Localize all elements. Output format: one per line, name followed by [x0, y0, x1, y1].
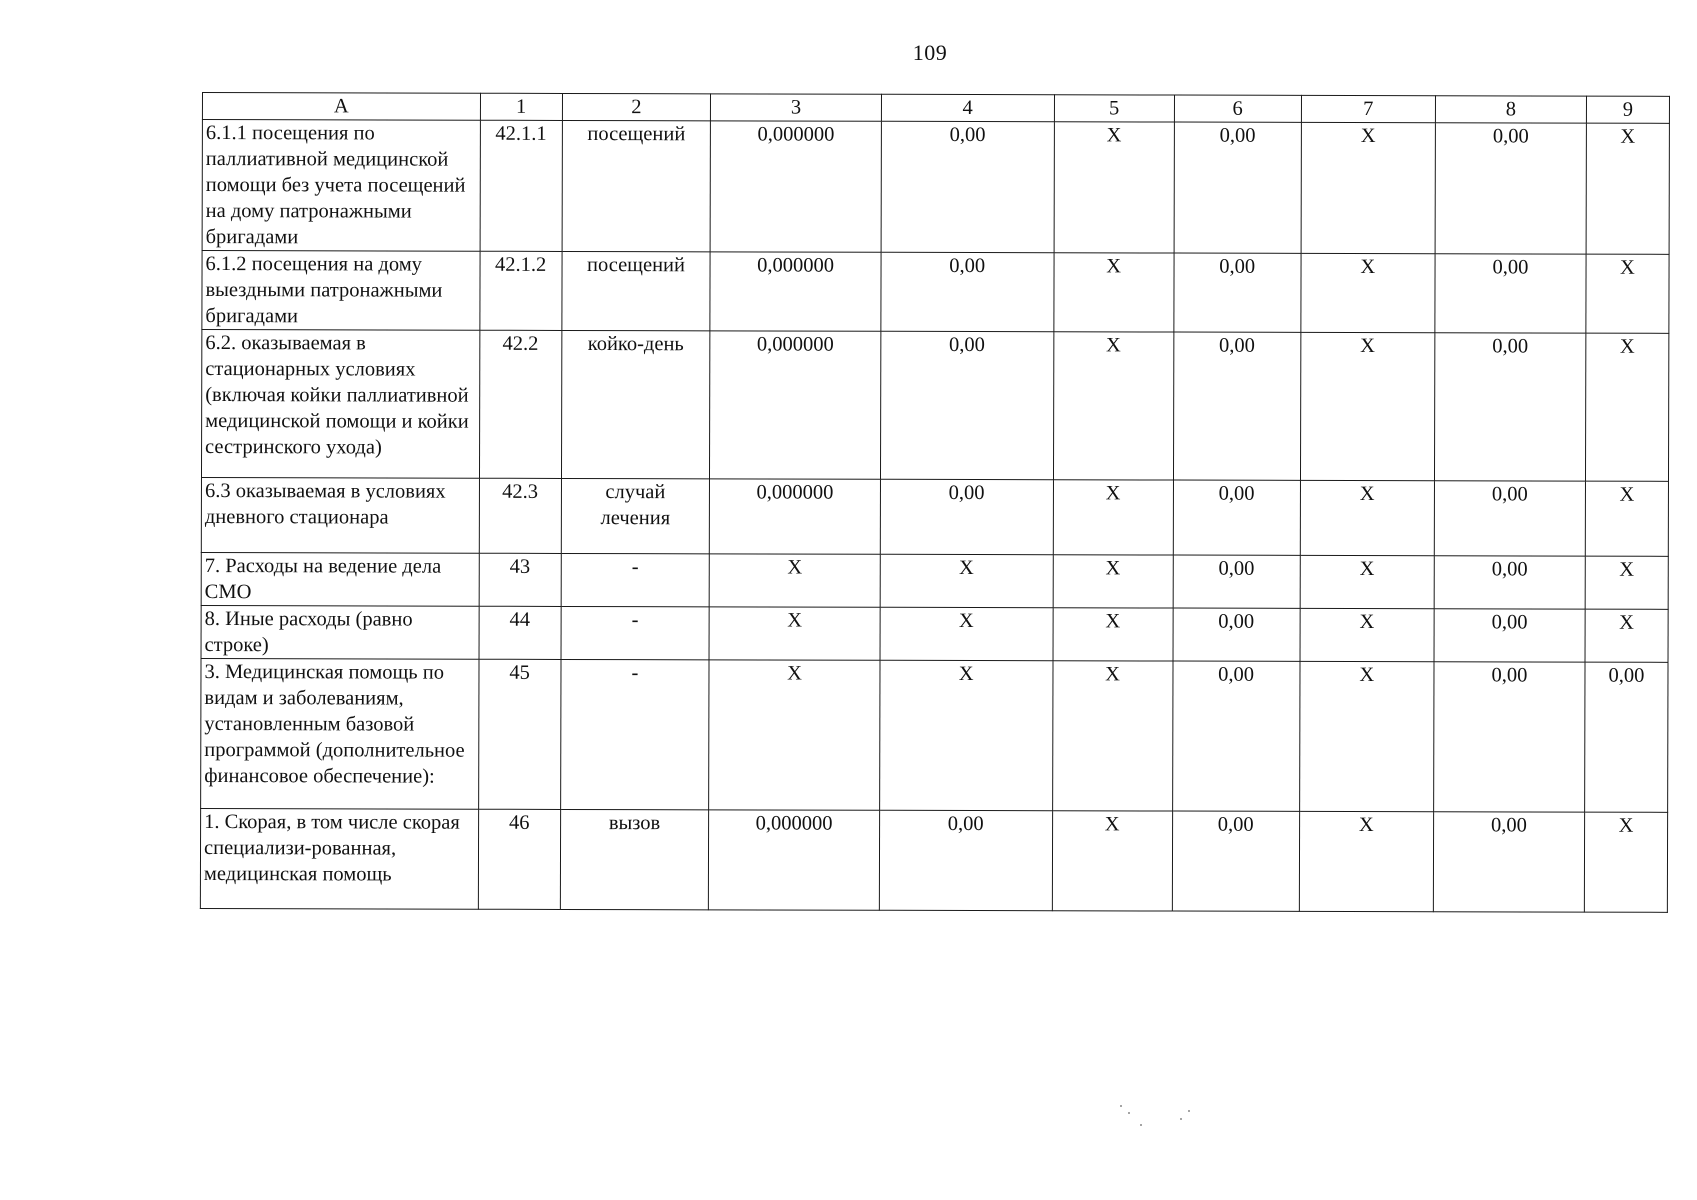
value-cell: 0,00 [1173, 332, 1300, 480]
value-cell: 0,00 [1434, 609, 1585, 662]
row-label: 1. Скорая, в том числе скорая специализи-рованная, медицинская помощь [200, 808, 478, 909]
row-code: 42.2 [479, 330, 561, 478]
unit-cell: - [560, 659, 709, 809]
value-cell: 0,00 [880, 479, 1053, 554]
unit-cell: вызов [560, 809, 709, 909]
value-cell: Х [880, 554, 1053, 607]
table-row [202, 251, 1669, 334]
row-code: 42.3 [479, 478, 561, 553]
value-cell: 0,00 [1435, 254, 1586, 333]
column-header: 8 [1435, 96, 1586, 123]
value-cell: 0,00 [1173, 555, 1300, 608]
column-header: A [202, 93, 480, 121]
table-row [200, 808, 1667, 912]
value-cell: Х [1300, 555, 1435, 608]
value-cell: Х [1053, 480, 1173, 555]
value-cell: Х [1053, 253, 1173, 332]
row-label: 6.1.1 посещения по паллиативной медицинской помощи без учета посещений на дому патронажными бригадами [202, 120, 480, 252]
row-label: 7. Расходы на ведение дела СМО [201, 552, 479, 606]
value-cell: 0,00 [1173, 480, 1300, 555]
table-row [201, 552, 1668, 609]
column-header: 4 [881, 94, 1054, 121]
value-cell: Х [879, 660, 1052, 810]
document-sheet [200, 92, 1670, 913]
value-cell: 0,00 [881, 252, 1054, 331]
value-cell: 0,00 [1435, 123, 1586, 254]
row-code: 44 [479, 606, 561, 659]
value-cell: Х [1053, 555, 1173, 608]
row-code: 42.1.2 [480, 251, 562, 330]
value-cell: Х [1300, 480, 1435, 555]
row-label: 6.3 оказываемая в условиях дневного стационара [201, 478, 479, 554]
column-header: 7 [1301, 95, 1436, 122]
value-cell: Х [709, 554, 880, 607]
row-code: 45 [478, 659, 560, 809]
row-label: 8. Иные расходы (равно строке) [201, 605, 479, 659]
value-cell: Х [1299, 811, 1434, 911]
table-row [201, 658, 1668, 812]
value-cell: Х [1585, 609, 1668, 662]
value-cell: Х [880, 607, 1053, 660]
value-cell: Х [1301, 122, 1436, 253]
scan-speck [1120, 1105, 1122, 1107]
table-row [201, 605, 1668, 662]
table-row [202, 120, 1669, 255]
value-cell: Х [1052, 661, 1173, 811]
row-label: 6.1.2 посещения на дому выездными патронажными бригадами [202, 251, 480, 331]
value-cell: 0,000000 [710, 479, 881, 554]
value-cell: Х [1300, 608, 1435, 661]
value-cell: 0,00 [1433, 812, 1584, 912]
value-cell: 0,00 [880, 331, 1053, 479]
row-code: 46 [478, 809, 560, 909]
unit-cell: койко-день [561, 330, 710, 478]
value-cell: 0,00 [1434, 333, 1585, 481]
scan-speck [1188, 1110, 1190, 1112]
value-cell: 0,00 [1584, 662, 1668, 812]
value-cell: Х [1300, 253, 1435, 332]
value-cell: 0,000000 [710, 331, 881, 479]
value-cell: 0,00 [1172, 811, 1299, 911]
unit-cell: - [561, 606, 710, 659]
unit-cell: случай лечения [561, 478, 710, 553]
value-cell: Х [709, 660, 880, 810]
value-cell: 0,00 [1173, 608, 1300, 661]
value-cell: 0,000000 [709, 810, 880, 910]
value-cell: Х [1053, 332, 1174, 480]
row-label: 6.2. оказываемая в стационарных условиях (включая койки паллиативной медицинской помощи и койки сестринского ухода) [201, 330, 479, 479]
column-header: 9 [1586, 96, 1669, 123]
row-code: 43 [479, 553, 561, 606]
value-cell: Х [1300, 332, 1435, 480]
column-header: 5 [1054, 95, 1174, 122]
value-cell: Х [709, 607, 880, 660]
value-cell: 0,00 [1174, 122, 1301, 253]
unit-cell: посещений [562, 251, 711, 330]
value-cell: 0,000000 [710, 121, 881, 252]
value-cell: Х [1584, 812, 1667, 912]
table-row [201, 330, 1668, 482]
column-header: 3 [711, 94, 882, 121]
value-cell: 0,00 [879, 810, 1052, 910]
value-cell: Х [1585, 556, 1668, 609]
scan-speck [1180, 1118, 1182, 1120]
value-cell: Х [1586, 254, 1669, 333]
row-code: 42.1.1 [480, 120, 562, 251]
value-cell: Х [1054, 122, 1175, 253]
value-cell: Х [1052, 811, 1172, 911]
table-row [201, 478, 1668, 557]
scan-speck [1128, 1112, 1130, 1114]
value-cell: 0,00 [1174, 253, 1301, 332]
value-cell: 0,00 [1434, 556, 1585, 609]
value-cell: Х [1299, 661, 1434, 811]
data-table [200, 92, 1670, 913]
value-cell: 0,00 [881, 121, 1054, 252]
column-header: 6 [1174, 95, 1301, 122]
column-header: 2 [562, 93, 711, 120]
value-cell: 0,00 [1434, 481, 1585, 556]
header-row [202, 93, 1669, 124]
value-cell: 0,000000 [710, 252, 881, 331]
value-cell: Х [1585, 333, 1669, 481]
unit-cell: - [561, 553, 710, 606]
page-number: 109 [912, 40, 948, 65]
value-cell: 0,00 [1434, 662, 1585, 812]
value-cell: Х [1586, 123, 1669, 254]
scan-speck [1140, 1124, 1142, 1126]
value-cell: Х [1053, 608, 1173, 661]
unit-cell: посещений [562, 120, 711, 251]
column-header: 1 [480, 93, 562, 120]
value-cell: Х [1585, 481, 1668, 556]
value-cell: 0,00 [1172, 661, 1299, 811]
row-label: 3. Медицинская помощь по видам и заболеваниям, установленным базовой программой (дополнительное финансовое обеспечение): [201, 658, 479, 809]
